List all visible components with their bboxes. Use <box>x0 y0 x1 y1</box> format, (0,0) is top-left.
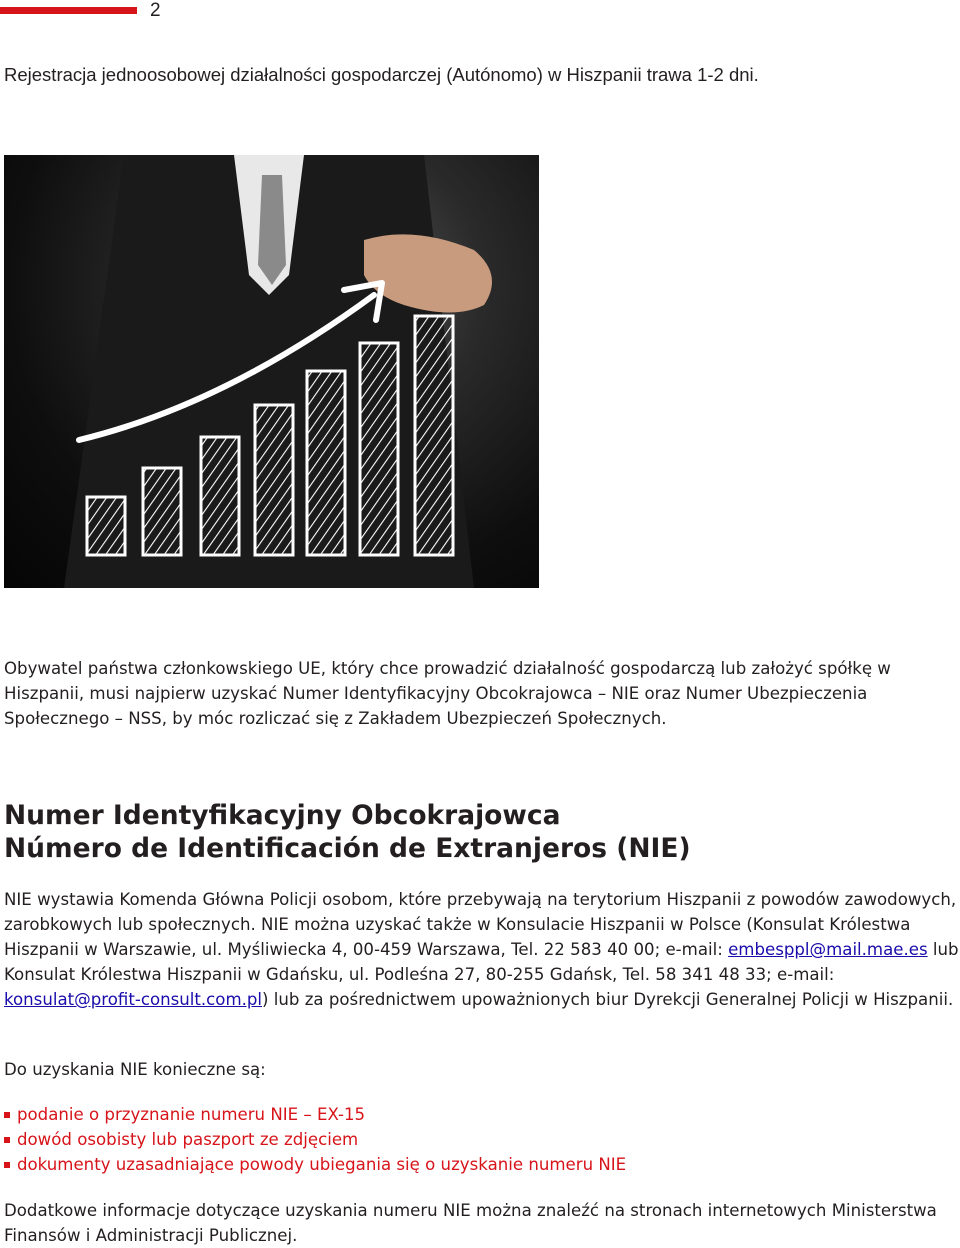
nie-info-text-2: lub Konsulat Królestwa Hiszpanii w Gdańsku, ul. Podleśna 27, 80-255 Gdańsk, Tel. 58 341 48 33; e-mail: <box>4 940 959 984</box>
list-item: podanie o przyznanie numeru NIE – EX-15 <box>4 1102 626 1127</box>
email-link-embassy[interactable]: embesppl@mail.mae.es <box>728 940 928 959</box>
bullet-icon <box>4 1137 10 1143</box>
paragraph-eu-citizen: Obywatel państwa członkowskiego UE, który chce prowadzić działalność gospodarczą lub założyć spółkę w Hiszpanii, musi najpierw uzyskać Numer Identyfikacyjny Obcokrajowca – NIE oraz Numer Ubezpieczenia Społecznego – NSS, by móc rozliczać się z Zakładem Ubezpieczeń Społecznych. <box>4 659 891 728</box>
bullet-icon <box>4 1162 10 1168</box>
section-heading <box>4 799 691 865</box>
list-item: dowód osobisty lub paszport ze zdjęciem <box>4 1127 626 1152</box>
paragraph-requirements-intro: Do uzyskania NIE konieczne są: <box>4 1060 266 1079</box>
chart-bar-5 <box>307 371 345 555</box>
email-link-consulate[interactable]: konsulat@profit-consult.com.pl <box>4 990 263 1009</box>
chart-bar-4 <box>255 405 293 555</box>
list-item: dokumenty uzasadniające powody ubiegania się o uzyskanie numeru NIE <box>4 1152 626 1177</box>
paragraph-more-info: Dodatkowe informacje dotyczące uzyskania numeru NIE można znaleźć na stronach internetowych Ministerstwa Finansów i Administracji Publicznej. <box>4 1201 937 1245</box>
requirements-list <box>4 1102 626 1177</box>
chart-bar-7 <box>415 316 453 555</box>
chart-bar-3 <box>201 437 239 555</box>
tie-shape <box>258 175 286 285</box>
page-number: 2 <box>150 0 161 21</box>
heading-line-es: Número de Identificación de Extranjeros (NIE) <box>4 833 691 864</box>
bullet-icon <box>4 1112 10 1118</box>
chart-bar-6 <box>360 343 398 555</box>
heading-line-pl: Numer Identyfikacyjny Obcokrajowca <box>4 800 561 831</box>
growth-chart-illustration <box>4 155 539 588</box>
chart-bar-1 <box>87 497 125 555</box>
nie-info-text-1: NIE wystawia Komenda Główna Policji osobom, które przebywają na terytorium Hiszpanii z powodów zawodowych, zarobkowych lub społecznych. NIE można uzyskać także w Konsulacie Hiszpanii w Polsce (Konsulat Królestwa Hiszpanii w Warszawie, ul. Myśliwiecka 4, 00-459 Warszawa, Tel. 22 583 40 00; e-mail: <box>4 890 957 959</box>
header-red-bar <box>0 7 137 14</box>
intro-line: Rejestracja jednoosobowej działalności gospodarczej (Autónomo) w Hiszpanii trawa 1-2 dni. <box>4 64 759 85</box>
paragraph-nie-info <box>4 887 959 1012</box>
nie-info-text-3: ) lub za pośrednictwem upoważnionych biur Dyrekcji Generalnej Policji w Hiszpanii. <box>262 990 954 1009</box>
business-growth-photo <box>4 155 539 588</box>
chart-bar-2 <box>143 468 181 555</box>
